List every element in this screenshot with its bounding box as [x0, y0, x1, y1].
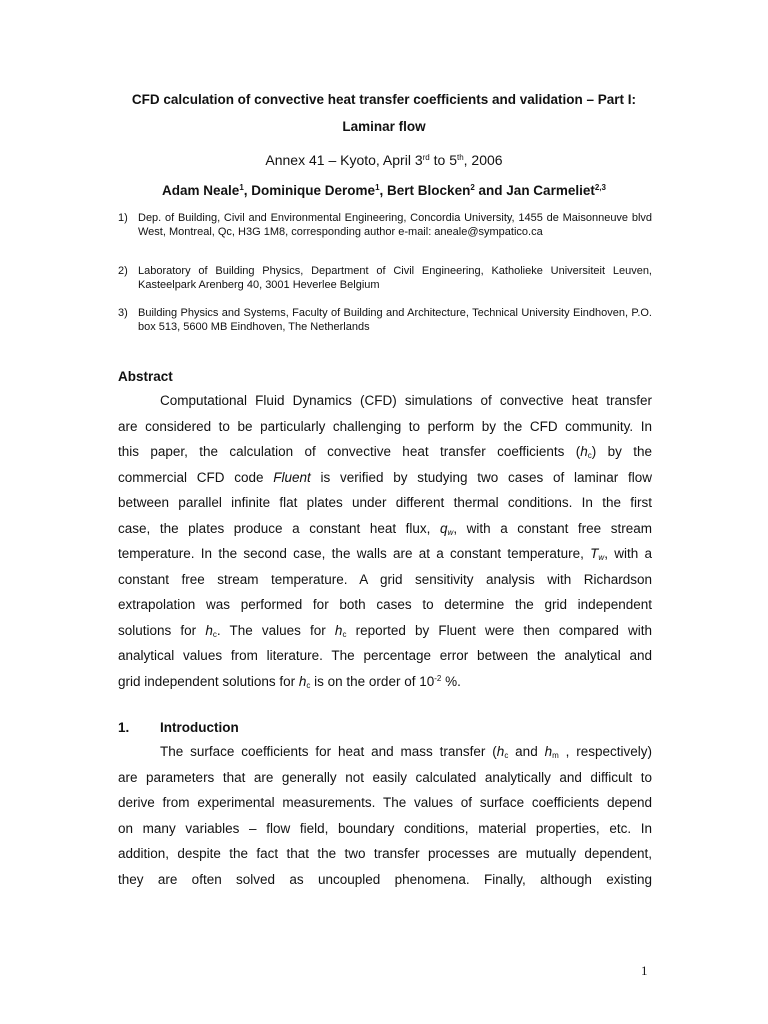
affiliation-3: 3) Building Physics and Systems, Faculty of Building and Architecture, Technical University Eindhoven, P.O. box 513, 5600 MB Eindhoven, The Netherlands: [118, 307, 652, 333]
abstract-body: [118, 388, 652, 694]
intro-line: The surface coefficients for heat and mass transfer ($h_c$ and $h_m$ , respectively): [160, 744, 652, 760]
intro-line: they are often solved as uncoupled phenomena. Finally, although existing: [118, 871, 652, 887]
intro-line: addition, despite the fact that the two transfer processes are mutually dependent,: [118, 846, 652, 861]
intro-line: on many variables – flow field, boundary conditions, material properties, etc. In: [118, 820, 652, 836]
introduction-heading: [118, 718, 239, 738]
title-line-1: CFD calculation of convective heat transfer coefficients and validation – Part I:: [131, 92, 637, 107]
intro-line: derive from experimental measurements. The values of surface coefficients depend: [118, 795, 652, 810]
abstract-line: commercial CFD code Fluent is verified by studying two cases of laminar flow: [118, 469, 652, 485]
abstract-line: this paper, the calculation of convective heat transfer coefficients $(h_c)$ by the: [118, 444, 652, 460]
abstract-line: solutions for $h_c$. The values for $h_c$ reported by Fluent were then compared with: [118, 622, 653, 639]
author-name: Bert Blocken: [387, 183, 471, 198]
section-title: Introduction: [160, 720, 239, 735]
author-name: Adam Neale: [162, 183, 240, 198]
author-name: Jan Carmeliet: [506, 183, 595, 198]
title-line-2: Laminar flow: [342, 119, 426, 134]
abstract-line: extrapolation was performed for both cases to determine the grid independent: [118, 597, 652, 612]
author-name: Dominique Derome: [251, 183, 376, 198]
paper-title: [100, 86, 668, 140]
abstract-line: analytical values from literature. The percentage error between the analytical and: [118, 648, 652, 663]
abstract-heading: Abstract: [118, 369, 173, 384]
abstract-line: between parallel infinite flat plates under different thermal conditions. In the first: [118, 495, 652, 510]
abstract-line: temperature. In the second case, the walls are at a constant temperature, $T_w$, with a: [118, 546, 652, 562]
section-number: 1.: [118, 720, 130, 735]
page-number: 1: [641, 963, 648, 978]
introduction-body: [118, 739, 652, 892]
conference-line: Annex 41 – Kyoto, April 3rd to 5th, 2006: [265, 152, 503, 168]
abstract-line: constant free stream temperature. A grid sensitivity analysis with Richardson: [118, 571, 652, 587]
affiliation-2: 2) Laboratory of Building Physics, Department of Civil Engineering, Katholieke Universiteit Leuven, Kasteelpark Arenberg 40, 3001 Heverlee Belgium: [118, 265, 652, 291]
abstract-line: Computational Fluid Dynamics (CFD) simulations of convective heat transfer: [160, 393, 652, 408]
abstract-line: case, the plates produce a constant heat flux, $q_w$, with a constant free stream: [118, 520, 652, 537]
abstract-line: are considered to be particularly challenging to perform by the CFD community. In: [118, 418, 652, 434]
author-list: Adam Neale$^1$, Dominique Derome$^1$, Bert Blocken$^2$ and Jan Carmeliet$^{2,3}$: [162, 183, 606, 198]
intro-line: are parameters that are generally not easily calculated analytically and difficult to: [118, 769, 652, 785]
abstract-line: grid independent solutions for $h_c$ is on the order of $10^{-2}$ %.: [118, 673, 461, 690]
affiliation-1: 1) Dep. of Building, Civil and Environmental Engineering, Concordia University, 1455 de Maisonneuve blvd West, Montreal, Qc, H3G 1M8, corresponding author e-mail: aneale@sympatico.ca: [118, 212, 652, 238]
